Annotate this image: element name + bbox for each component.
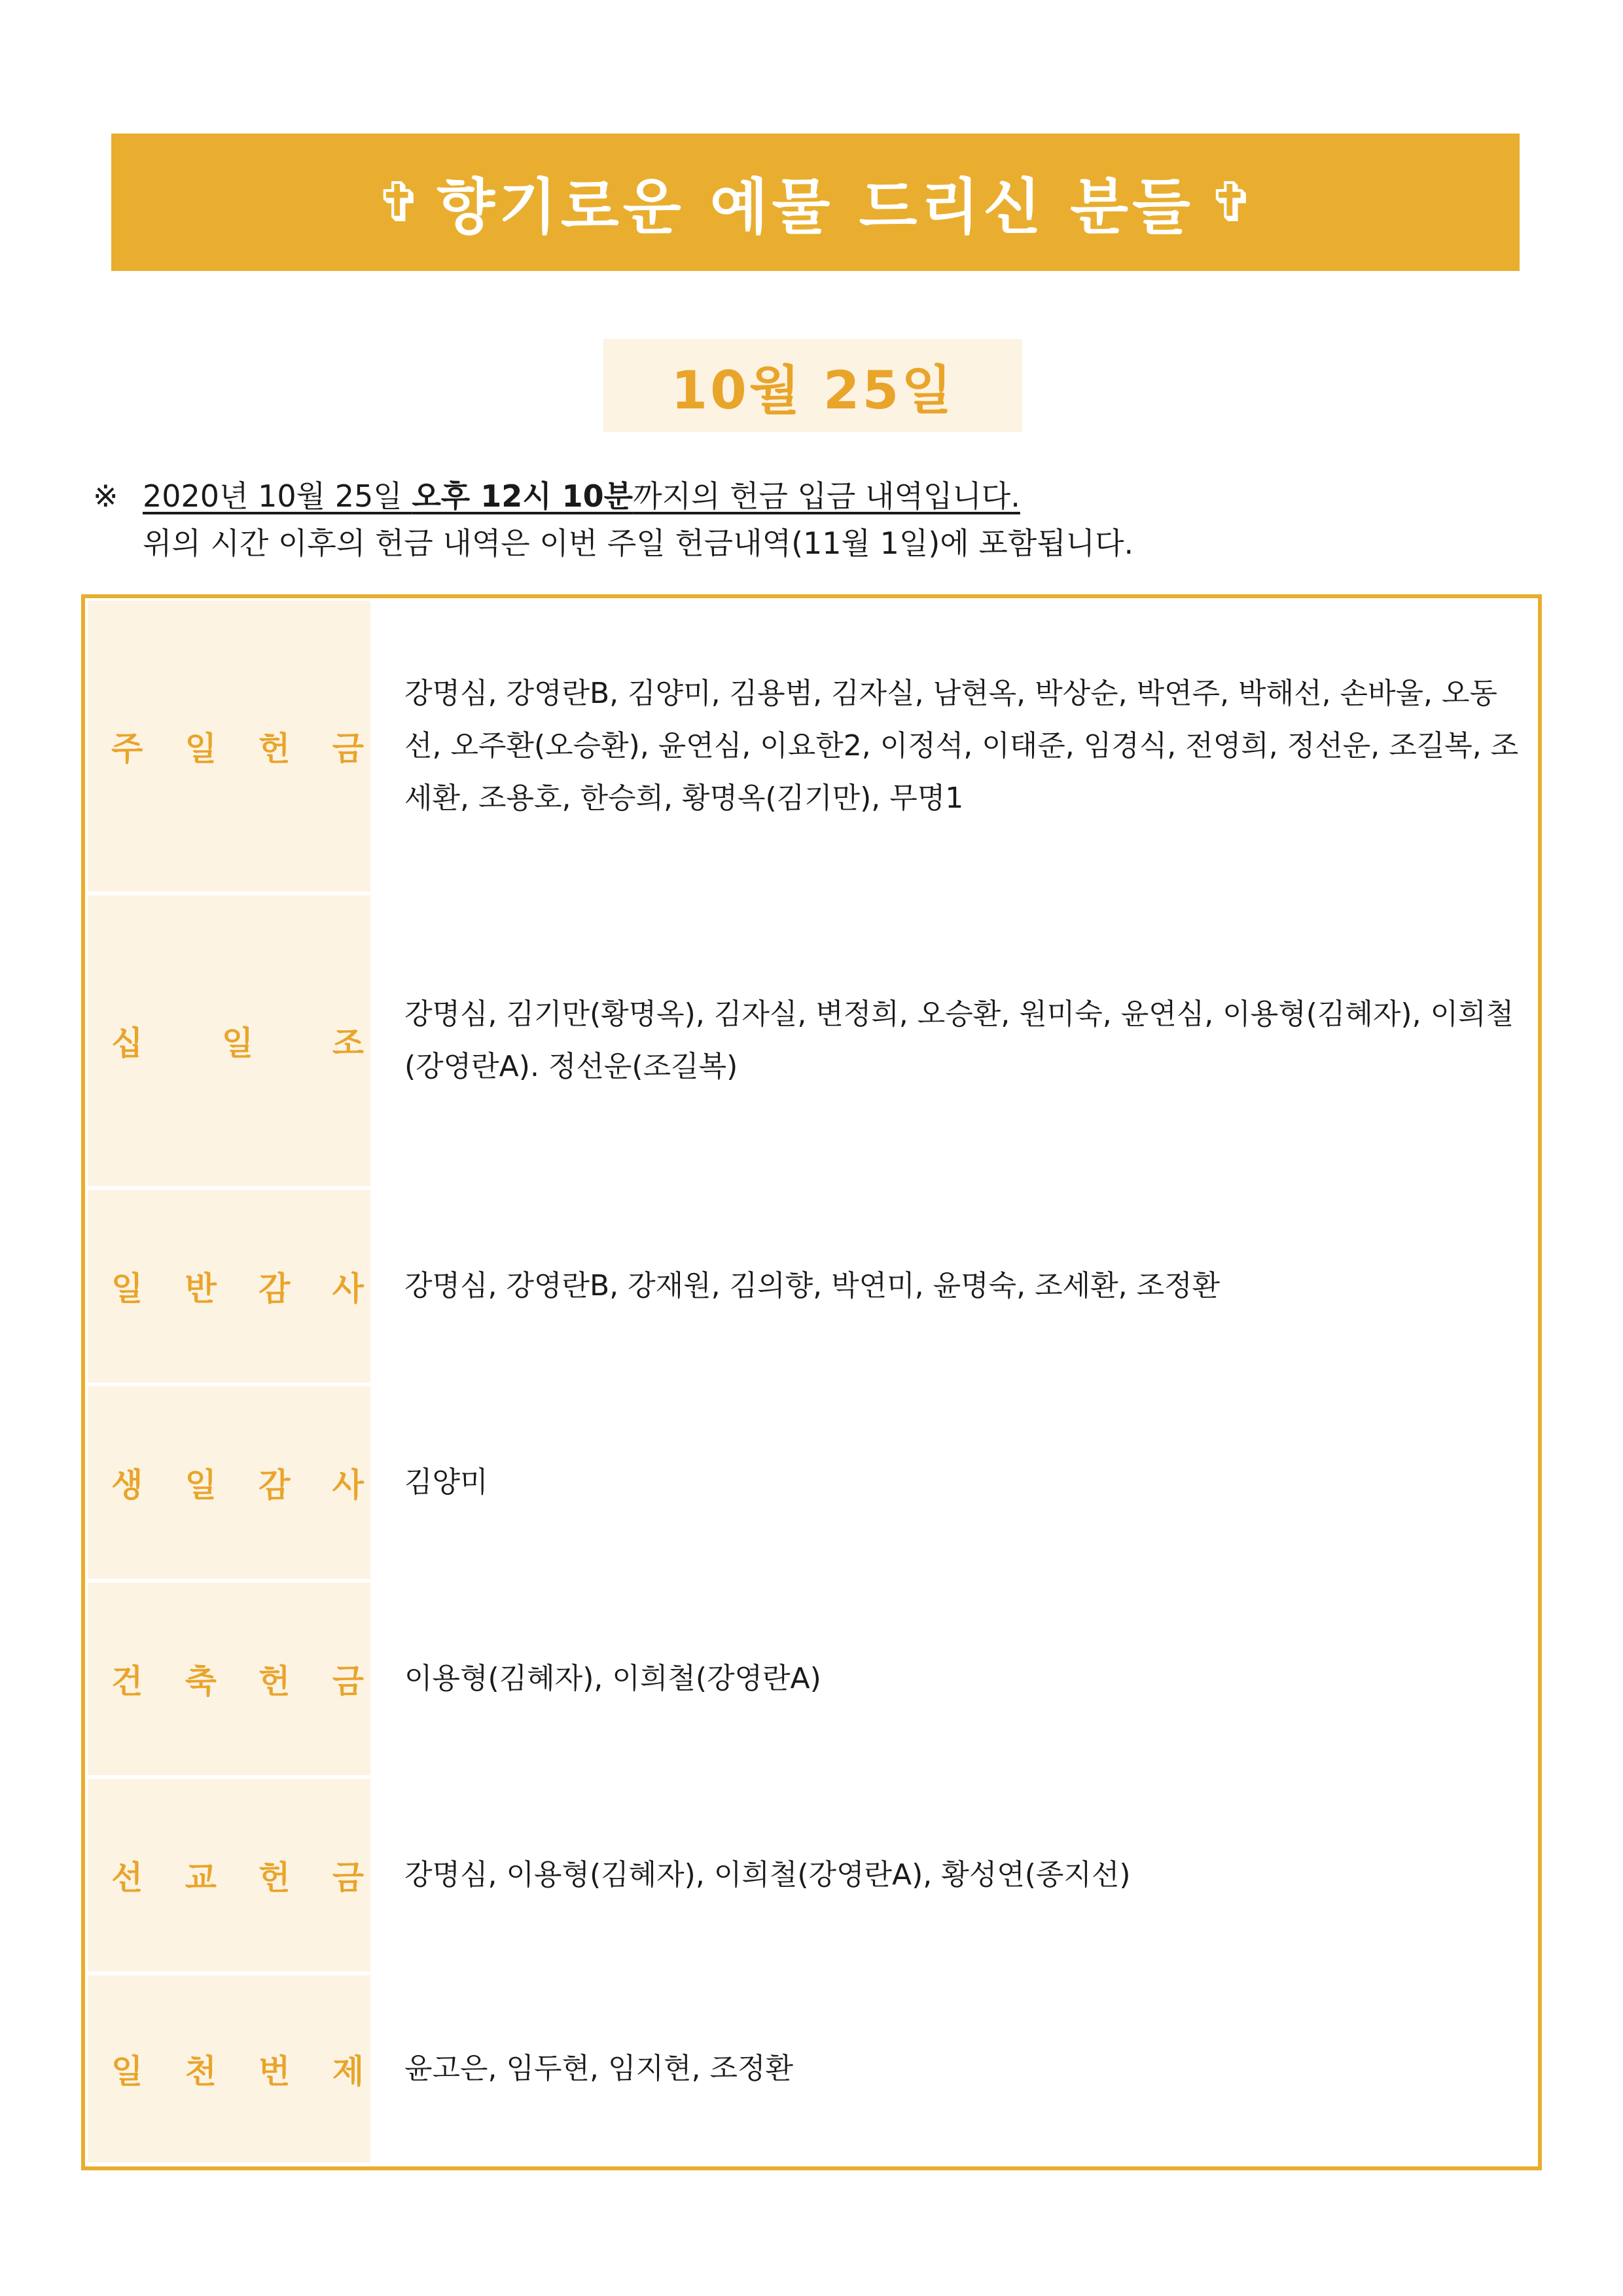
cross-icon: ✞ [1208,170,1255,234]
category-label-char: 금 [332,1859,364,1897]
category-label-char: 일 [111,2053,143,2090]
notice-line-2: 위의 시간 이후의 헌금 내역은 이번 주일 헌금내역(11월 1일)에 포함됩니다. [143,526,1134,561]
notice-line-1 [93,473,1133,520]
donor-names: 김양미 [404,1465,488,1499]
donor-names: 강명심, 이용형(김혜자), 이희철(강영란A), 황성연(종지선) [404,1858,1131,1892]
table-row [88,1190,1535,1386]
donor-names: 강명심, 강영란B, 김양미, 김용범, 김자실, 남현옥, 박상순, 박연주, 박해선, 손바울, 오동선, 오주환(오승환), 윤연심, 이요한2, 이정석, 이태준, 임경식, 전영희, 정선운, 조길복, 조세환, 조용호, 한승희, 황명옥(김기만), 무명1 [404,677,1519,815]
category-label-char: 십 [111,1024,143,1062]
notice [93,473,1133,567]
category-label-char: 감 [259,1466,291,1504]
category-label-char: 축 [185,1662,217,1700]
category-label [88,1583,370,1775]
category-label-char: 건 [111,1662,143,1700]
category-label-char: 헌 [259,1859,291,1897]
table-row [88,1386,1535,1583]
category-label-char: 헌 [259,730,291,768]
category-label [88,1190,370,1382]
category-label-char: 헌 [259,1662,291,1700]
page-title: 향기로운 예물 드리신 분들 [437,172,1194,242]
category-label [88,1779,370,1971]
date-label: 10월 25일 [671,359,955,421]
offering-table [81,594,1542,2170]
donor-names: 강명심, 김기만(황명옥), 김자실, 변정희, 오승환, 원미숙, 윤연심, 이용형(김혜자), 이희철(강영란A). 정선운(조길복) [404,997,1514,1083]
category-label-char: 반 [185,1270,217,1308]
cross-icon: ✞ [376,170,423,234]
table-row [88,601,1535,895]
category-label [88,1386,370,1579]
date-box [603,339,1022,432]
category-label-char: 천 [185,2053,217,2090]
category-label-char: 일 [111,1270,143,1308]
category-label-char: 일 [221,1024,254,1062]
category-label-char: 선 [111,1859,143,1897]
table-row [88,1975,1535,2162]
category-label-char: 사 [332,1466,364,1504]
table-row [88,1779,1535,1975]
category-label-char: 일 [185,1466,217,1504]
category-label-char: 주 [111,730,143,768]
category-label-char: 감 [259,1270,291,1308]
category-label-char: 교 [185,1859,217,1897]
notice-bold-time: 오후 12시 10분 [412,478,633,514]
category-label [88,1975,370,2162]
donor-names: 이용형(김혜자), 이희철(강영란A) [404,1662,821,1695]
category-label-char: 사 [332,1270,364,1308]
category-label-char: 일 [185,730,217,768]
donor-names: 윤고은, 임두현, 임지현, 조정환 [404,2052,793,2085]
table-row [88,1583,1535,1779]
donor-names: 강명심, 강영란B, 강재원, 김의향, 박연미, 윤명숙, 조세환, 조정환 [404,1269,1221,1302]
category-label [88,895,370,1186]
category-label-char: 생 [111,1466,143,1504]
category-label-char: 제 [332,2053,364,2090]
notice-text-part-1: 2020년 10월 25일 [143,478,412,514]
category-label-char: 금 [332,730,364,768]
notice-underlined-text [143,478,1020,514]
notice-text-part-2: 까지의 헌금 입금 내역입니다. [633,478,1020,514]
title-banner [111,134,1520,271]
category-label-char: 조 [332,1024,364,1062]
reference-mark-icon: ※ [93,478,118,514]
category-label-char: 번 [259,2053,291,2090]
table-row [88,895,1535,1190]
category-label [88,601,370,891]
category-label-char: 금 [332,1662,364,1700]
